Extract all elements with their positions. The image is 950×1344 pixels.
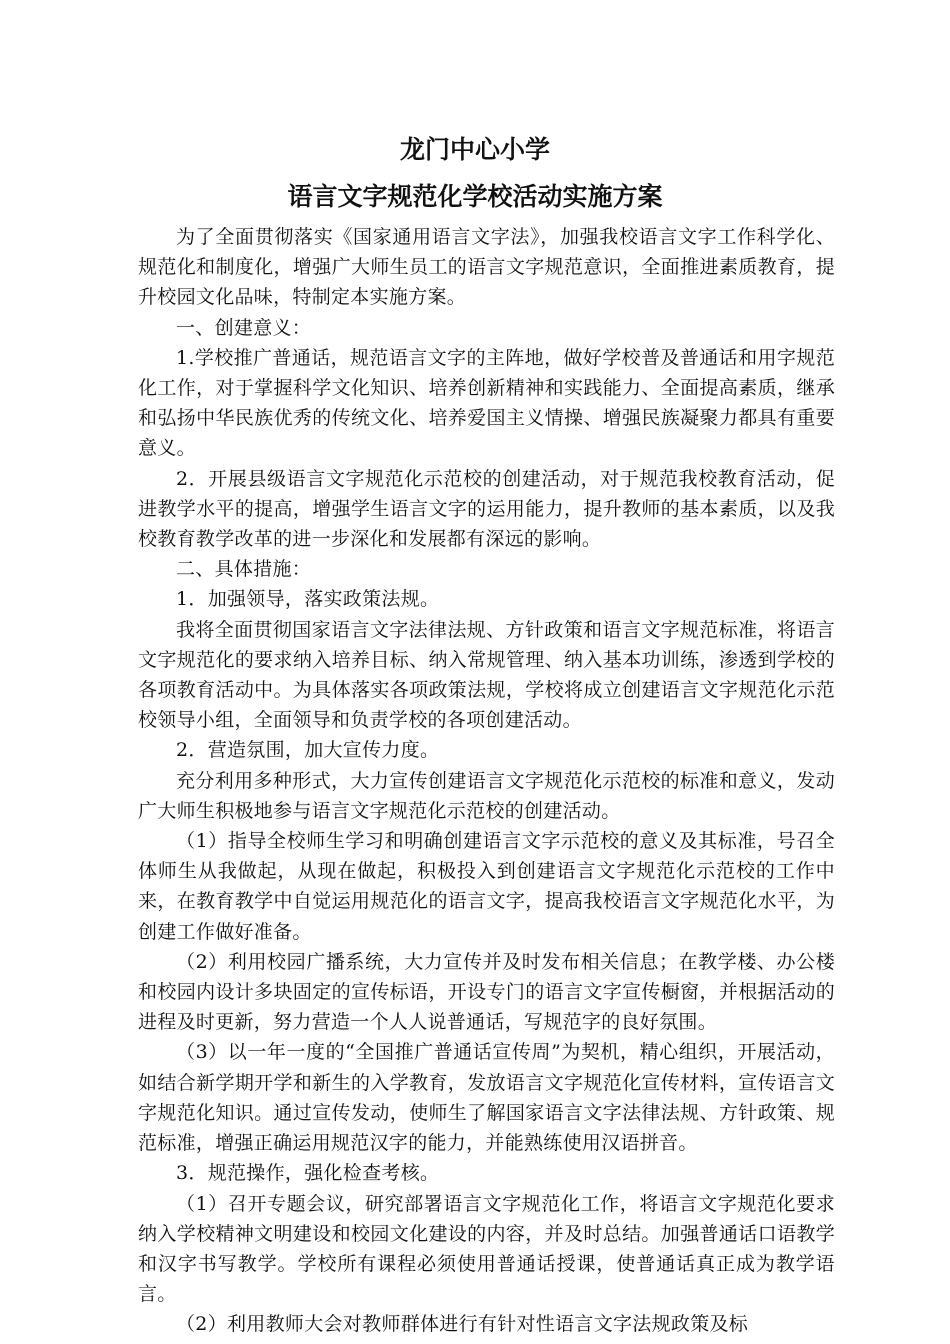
paragraph: （3）以一年一度的“全国推广普通话宣传周”为契机，精心组织，开展活动，如结合新学期开学和新生的入学教育，发放语言文字规范化宣传材料，宣传语言文字规范化知识。通过宣传发动，使师生了解国家语言文字法律法规、方针政策、规范标准，增强正确运用规范汉字的能力，并能熟练使用汉语拼音。 <box>138 1041 835 1155</box>
subsection-heading: 3．规范操作，强化检查考核。 <box>176 1162 440 1185</box>
section-heading: 一、创建意义： <box>176 316 312 339</box>
paragraph: 1.学校推广普通话，规范语言文字的主阵地，做好学校普及普通话和用字规范化工作，对于掌握科学文化知识、培养创新精神和实践能力、全面提高素质，继承和弘扬中华民族优秀的传统文化、培养爱国主义情操、增强民族凝聚力都具有重要意义。 <box>138 346 835 460</box>
document-body <box>138 222 835 1340</box>
subsection-heading: 2．营造氛围，加大宣传力度。 <box>176 739 440 762</box>
paragraph: （1）召开专题会议，研究部署语言文字规范化工作，将语言文字规范化要求纳入学校精神文明建设和校园文化建设的内容，并及时总结。加强普通话口语教学和汉字书写教学。学校所有课程必须使用普通话授课，使普通话真正成为教学语言。 <box>138 1192 835 1306</box>
paragraph: 我将全面贯彻国家语言文字法律法规、方针政策和语言文字规范标准，将语言文字规范化的要求纳入培养目标、纳入常规管理、纳入基本功训练，渗透到学校的各项教育活动中。为具体落实各项政策法规，学校将成立创建语言文字规范化示范校领导小组，全面领导和负责学校的各项创建活动。 <box>138 618 835 732</box>
section-heading: 二、具体措施： <box>176 558 312 581</box>
paragraph: 为了全面贯彻落实《国家通用语言文字法》，加强我校语言文字工作科学化、规范化和制度化，增强广大师生员工的语言文字规范意识，全面推进素质教育，提升校园文化品味，特制定本实施方案。 <box>138 226 835 309</box>
document-title: 龙门中心小学 <box>399 135 550 164</box>
paragraph: （2）利用教师大会对教师群体进行有针对性语言文字法规政策及标 <box>176 1313 749 1336</box>
paragraph: 2．开展县级语言文字规范化示范校的创建活动，对于规范我校教育活动，促进教学水平的提高，增强学生语言文字的运用能力，提升教师的基本素质，以及我校教育教学改革的进一步深化和发展都有深远的影响。 <box>138 467 835 551</box>
subsection-heading: 1．加强领导，落实政策法规。 <box>176 588 440 611</box>
paragraph: （1）指导全校师生学习和明确创建语言文字示范校的意义及其标准，号召全体师生从我做起，从现在做起，积极投入到创建语言文字规范化示范校的工作中来，在教育教学中自觉运用规范化的语言文字，提高我校语言文字规范化水平，为创建工作做好准备。 <box>138 830 835 943</box>
document-subtitle: 语言文字规范化学校活动实施方案 <box>287 182 663 211</box>
paragraph: （2）利用校园广播系统，大力宣传并及时发布相关信息；在教学楼、办公楼和校园内设计多块固定的宣传标语，开设专门的语言文字宣传橱窗，并根据活动的进程及时更新，努力营造一个人人说普通话，写规范字的良好氛围。 <box>138 950 835 1034</box>
paragraph: 充分利用多种形式，大力宣传创建语言文字规范化示范校的标准和意义，发动广大师生积极地参与语言文字规范化示范校的创建活动。 <box>138 769 835 822</box>
